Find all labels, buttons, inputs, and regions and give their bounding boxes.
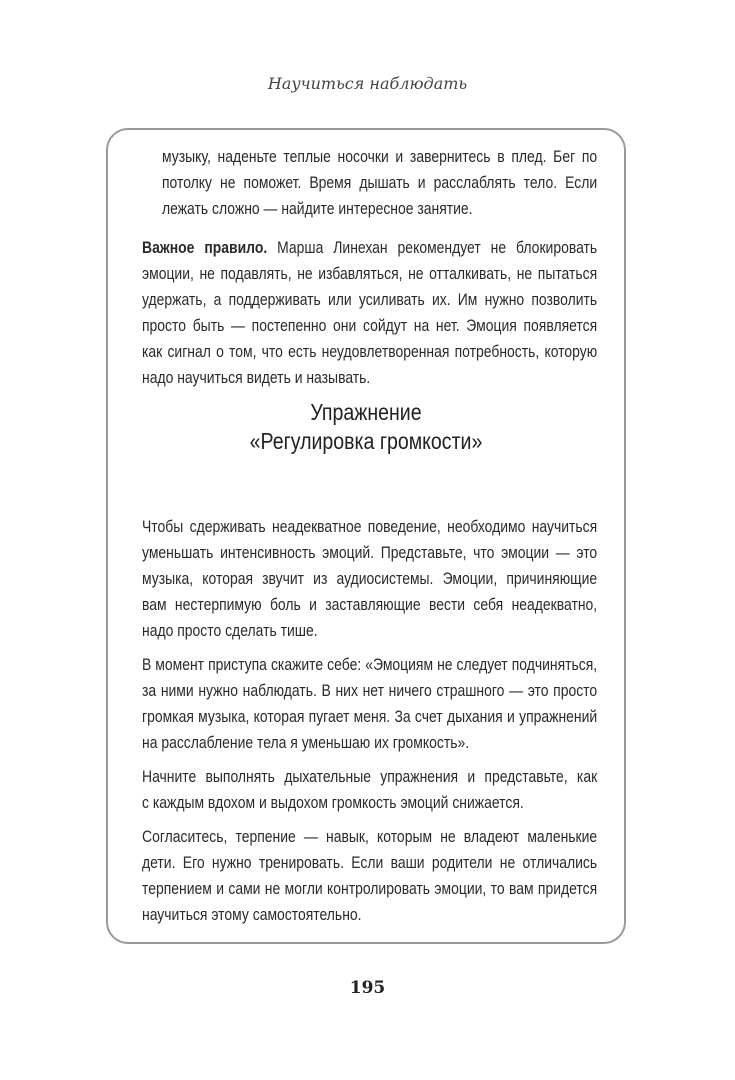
text-line-content: на расслабление тела я уменьшаю их громкость». bbox=[142, 733, 470, 752]
running-head: Научиться наблюдать bbox=[267, 74, 468, 93]
text-line-content: уменьшать интенсивность эмоций. Представьте, что эмоции — это bbox=[142, 543, 598, 562]
text-line bbox=[142, 592, 597, 618]
paragraph bbox=[142, 652, 597, 756]
text-line-content bbox=[142, 235, 597, 261]
text-line bbox=[162, 196, 597, 222]
exercise-heading bbox=[106, 398, 626, 456]
exercise-heading-line-2: «Регулировка громкости» bbox=[249, 428, 483, 454]
paragraph bbox=[162, 144, 597, 222]
text-line-content: удержать, а поддерживать или усиливать их. Им нужно позволить bbox=[142, 290, 598, 309]
text-line-content: дети. Его нужно тренировать. Если ваши родители не отличались bbox=[142, 853, 598, 872]
text-line-content: эмоции, не подавлять, не избавляться, не отталкивать, не пытаться bbox=[142, 264, 598, 283]
text-line bbox=[142, 235, 597, 261]
text-line bbox=[142, 678, 597, 704]
text-line-rest: Марша Линехан рекомендует не блокировать bbox=[267, 238, 598, 257]
text-line bbox=[142, 287, 597, 313]
text-line bbox=[142, 850, 597, 876]
paragraph bbox=[142, 764, 597, 816]
text-line-content: Чтобы сдерживать неадекватное поведение, необходимо научиться bbox=[142, 517, 598, 536]
text-line-content: за ними нужно наблюдать. В них нет ничего страшного — это просто bbox=[142, 681, 598, 700]
paragraph bbox=[142, 824, 597, 928]
exercise-heading-line-1: Упражнение bbox=[310, 399, 422, 425]
text-line bbox=[142, 261, 597, 287]
text-line bbox=[142, 652, 597, 678]
text-line bbox=[142, 764, 597, 790]
text-line bbox=[162, 144, 597, 170]
bold-lead: Важное правило. bbox=[142, 238, 268, 257]
text-line bbox=[142, 704, 597, 730]
text-line-content: лежать сложно — найдите интересное занятие. bbox=[162, 199, 473, 218]
text-line bbox=[142, 876, 597, 902]
text-line bbox=[142, 902, 597, 928]
text-line-content: с каждым вдохом и выдохом громкость эмоций снижается. bbox=[142, 793, 524, 812]
important-rule-paragraph bbox=[142, 235, 597, 391]
text-line-content: просто быть — постепенно они сойдут на нет. Эмоция появляется bbox=[142, 316, 598, 335]
paragraph bbox=[142, 514, 597, 644]
text-line-content: надо просто сделать тише. bbox=[142, 621, 318, 640]
text-line bbox=[142, 566, 597, 592]
text-line bbox=[142, 540, 597, 566]
text-line-content: громкая музыка, которая пугает меня. За счет дыхания и упражнений bbox=[142, 707, 598, 726]
text-line-content: Согласитесь, терпение — навык, которым не владеют маленькие bbox=[142, 827, 598, 846]
text-line bbox=[142, 824, 597, 850]
text-line-content: надо научиться видеть и называть. bbox=[142, 368, 371, 387]
text-line bbox=[142, 365, 597, 391]
text-line bbox=[142, 730, 597, 756]
text-line bbox=[142, 618, 597, 644]
text-line bbox=[142, 339, 597, 365]
text-line-content: Начните выполнять дыхательные упражнения и представьте, как bbox=[142, 767, 598, 786]
text-line-content: В момент приступа скажите себе: «Эмоциям не следует подчиняться, bbox=[142, 655, 598, 674]
text-line bbox=[142, 313, 597, 339]
text-line-content: как сигнал о том, что есть неудовлетворенная потребность, которую bbox=[142, 342, 598, 361]
text-line bbox=[142, 514, 597, 540]
text-line-content: научиться этому самостоятельно. bbox=[142, 905, 362, 924]
text-line bbox=[142, 790, 597, 816]
text-line bbox=[162, 170, 597, 196]
text-line-content: музыка, которая звучит из аудиосистемы. Эмоции, причиняющие bbox=[142, 569, 598, 588]
text-line-content: вам нестерпимую боль и заставляющие вести себя неадекватно, bbox=[142, 595, 598, 614]
page-number: 195 bbox=[349, 978, 386, 998]
text-line-content: музыку, наденьте теплые носочки и завернитесь в плед. Бег по bbox=[162, 147, 598, 166]
text-line-content: терпением и сами не могли контролировать эмоции, то вам придется bbox=[142, 879, 598, 898]
text-line-content: потолку не поможет. Время дышать и расслаблять тело. Если bbox=[162, 173, 598, 192]
